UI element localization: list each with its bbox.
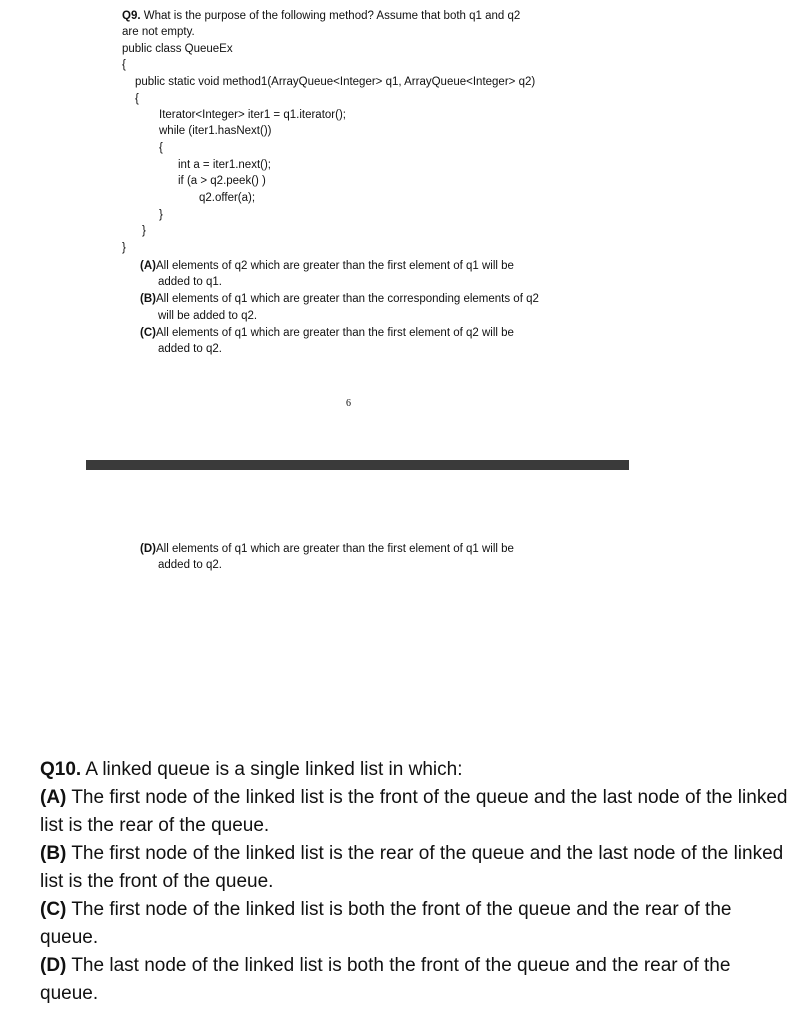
code-line: { [159, 142, 163, 154]
q10-option-c-letter: (C) [40, 899, 67, 920]
code-line: { [135, 93, 139, 105]
q10-block [40, 756, 790, 1008]
page-number: 6 [346, 398, 351, 409]
q9-option-a-line1: (A)All elements of q2 which are greater than the first element of q1 will be [140, 260, 514, 272]
code-line: if (a > q2.peek() ) [178, 175, 266, 187]
q9-option-b-line2: will be added to q2. [158, 310, 258, 322]
code-line: q2.offer(a); [199, 192, 256, 204]
q10-option-a-letter: (A) [40, 787, 67, 808]
q9-question-line2: are not empty. [122, 26, 195, 38]
code-line: } [159, 209, 163, 221]
q9-option-c-line2: added to q2. [158, 343, 222, 355]
q10-option-c: (C) The first node of the linked list is both the front of the queue and the rear of the queue. [40, 899, 732, 948]
q10-option-a: (A) The first node of the linked list is the front of the queue and the last node of the linked list is the rear of the queue. [40, 787, 788, 836]
code-line: public class QueueEx [122, 43, 233, 55]
q10-number: Q10. [40, 759, 82, 780]
page-divider [86, 460, 629, 470]
q9-option-a-letter: (A) [140, 260, 156, 272]
q9-question-line1: Q9. What is the purpose of the following method? Assume that both q1 and q2 [122, 10, 521, 22]
q10-option-b-letter: (B) [40, 843, 67, 864]
code-line: Iterator<Integer> iter1 = q1.iterator(); [159, 109, 346, 121]
q10-option-d-letter: (D) [40, 955, 67, 976]
q9-option-d-letter: (D) [140, 543, 156, 555]
code-line: { [122, 59, 126, 71]
q10-option-b: (B) The first node of the linked list is the rear of the queue and the last node of the linked list is the front of the queue. [40, 843, 784, 892]
q9-option-c-line1: (C)All elements of q1 which are greater than the first element of q2 will be [140, 327, 514, 339]
q10-question: Q10. A linked queue is a single linked list in which: [40, 759, 463, 780]
q9-option-b-letter: (B) [140, 293, 156, 305]
q9-option-a-line2: added to q1. [158, 276, 222, 288]
q9-option-b-line1: (B)All elements of q1 which are greater than the corresponding elements of q2 [140, 293, 539, 305]
code-line: } [142, 225, 146, 237]
q9-number: Q9. [122, 10, 141, 22]
code-line: while (iter1.hasNext()) [159, 125, 272, 137]
q10-option-d: (D) The last node of the linked list is both the front of the queue and the rear of the queue. [40, 955, 731, 1004]
q9-option-d-line1: (D)All elements of q1 which are greater than the first element of q1 will be [140, 543, 514, 555]
q9-option-c-letter: (C) [140, 327, 156, 339]
code-line: } [122, 242, 126, 254]
code-line: int a = iter1.next(); [178, 159, 271, 171]
code-line: public static void method1(ArrayQueue<Integer> q1, ArrayQueue<Integer> q2) [135, 76, 536, 88]
q9-option-d-line2: added to q2. [158, 559, 222, 571]
